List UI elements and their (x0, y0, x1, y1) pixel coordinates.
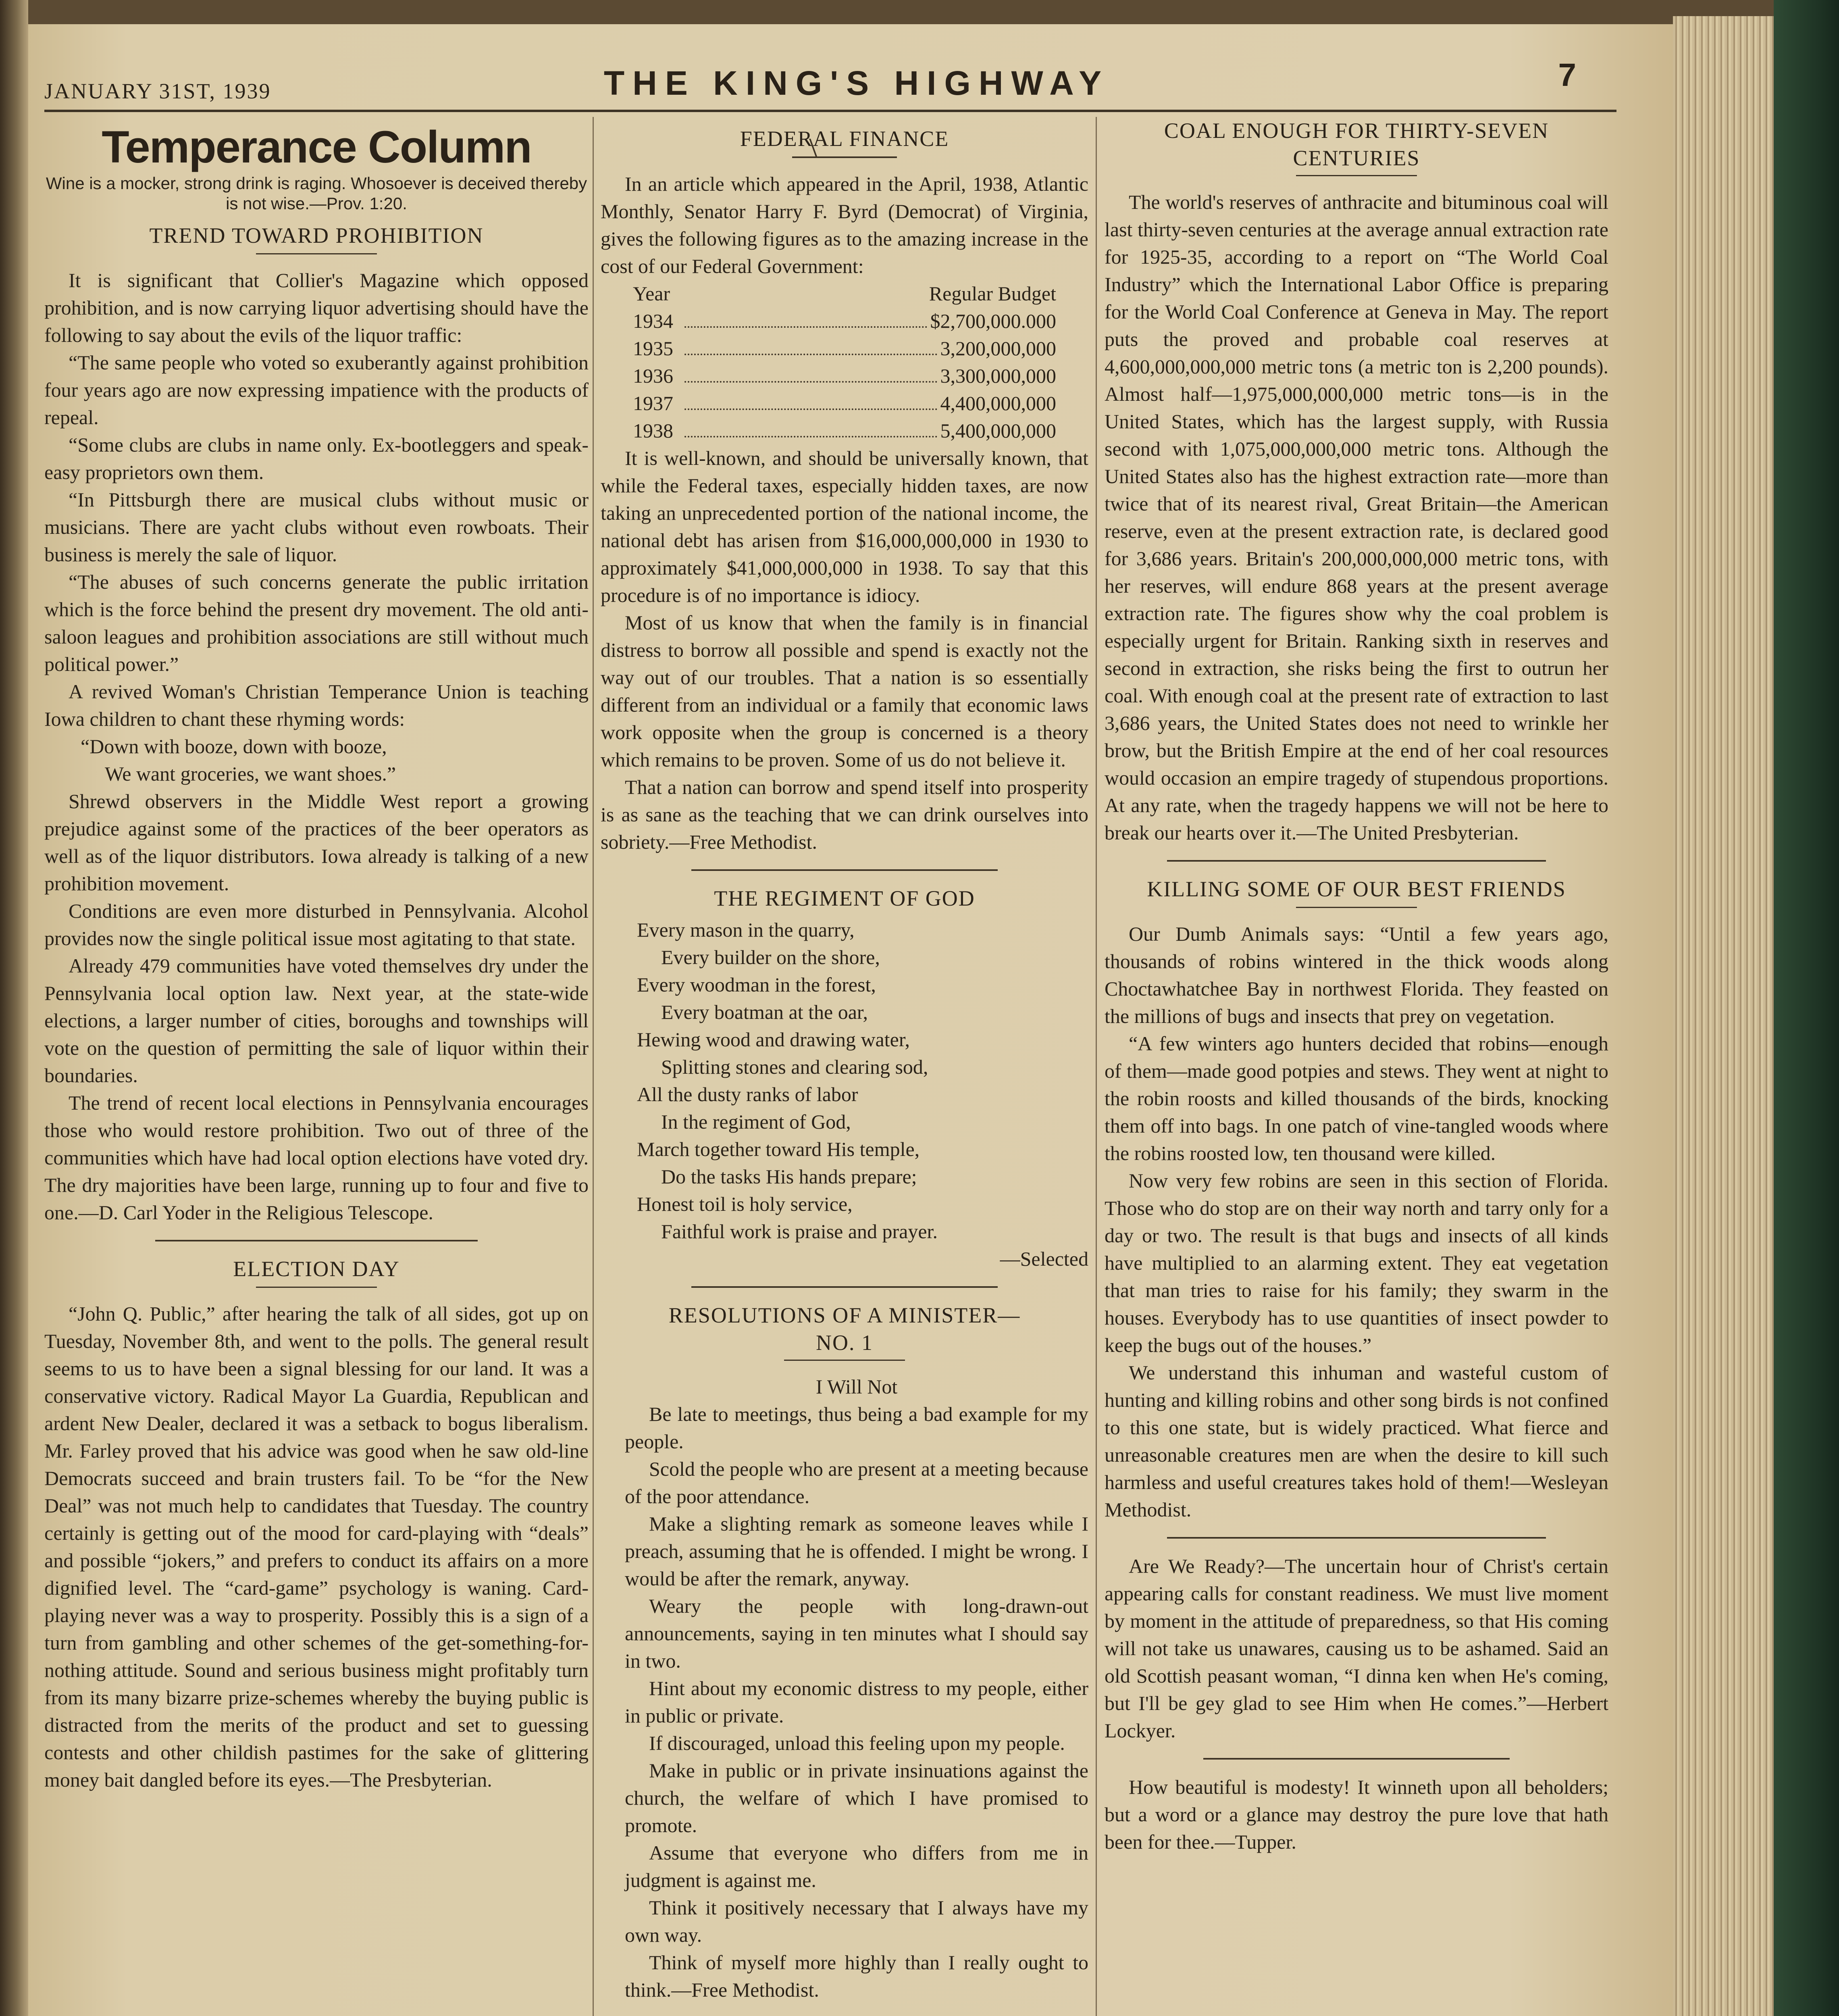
section-heading-line2: NO. 1 (816, 1331, 873, 1355)
poem-line: All the dusty ranks of labor (637, 1083, 858, 1106)
section-heading: ELECTION DAY (233, 1257, 400, 1281)
paragraph: A revived Woman's Christian Temperance Union is teaching Iowa children to chant these rhyming words: (44, 680, 589, 730)
book-cover (1774, 0, 1839, 2016)
resolution-item: Weary the people with long-drawn-out announcements, saying in ten minutes what I should say in two. (625, 1595, 1088, 1672)
paragraph: In an article which appeared in the April, 1938, Atlantic Monthly, Senator Harry F. Byrd (Democrat) of Virginia, gives the following figures as to the amazing increase in the cost of our Federal Government: (601, 173, 1088, 277)
article-separator (1167, 860, 1546, 862)
leader-dots (684, 326, 927, 328)
section-heading: COAL ENOUGH FOR THIRTY-SEVEN (1164, 119, 1549, 143)
poem-line: Do the tasks His hands prepare; (661, 1165, 917, 1188)
heading-rule (792, 156, 897, 158)
header-rule (44, 110, 1616, 112)
section-heading: THE REGIMENT OF GOD (714, 886, 975, 910)
column-divider (593, 117, 594, 2016)
verse-line: We want groceries, we want shoes.” (105, 762, 396, 785)
temperance-column-title: Temperance Column (102, 122, 531, 172)
issue-date: JANUARY 31ST, 1939 (44, 79, 271, 103)
budget-amount: $2,700,000.000 (930, 310, 1056, 332)
paragraph: “A few winters ago hunters decided that robins—enough of them—made good potpies and stews. They went at night to the robin roosts and killed thousands of the birds, knocking them off into bags. In one patch of vine-tangled woods where the robins roosted low, ten thousand were killed. (1105, 1032, 1608, 1164)
article-separator (1203, 1758, 1510, 1760)
heading-rule (1296, 175, 1417, 176)
heading-rule (256, 1287, 377, 1288)
budget-amount: 4,400,000,000 (940, 392, 1056, 414)
heading-rule (256, 253, 377, 254)
column-1 (44, 117, 589, 1793)
resolution-item: Make in public or in private insinuations against the church, the welfare of which I have promised to promote. (625, 1759, 1088, 1837)
leader-dots (684, 408, 937, 410)
paragraph: How beautiful is modesty! It winneth upon all beholders; but a word or a glance may destroy the pure love that hath been for thee.—Tupper. (1105, 1776, 1608, 1853)
masthead-title: THE KING'S HIGHWAY (603, 64, 1110, 102)
column-divider (1096, 117, 1097, 2016)
paragraph: Most of us know that when the family is in financial distress to borrow all possible and spend is exactly not the way out of our troubles. That a nation is so essentially different from an individual or a family that economic laws work opposite when the group is concerned is a theory which remains to be proven. Some of us do not believe it. (601, 611, 1088, 771)
poem-attribution: —Selected (1000, 1248, 1088, 1270)
leader-dots (684, 436, 937, 437)
section-heading-line2: CENTURIES (1293, 146, 1420, 170)
budget-table (633, 280, 1056, 444)
poem-line: Faithful work is praise and prayer. (661, 1220, 938, 1243)
leader-dots (684, 354, 937, 355)
resolution-item: Think it positively necessary that I always have my own way. (625, 1896, 1088, 1946)
paragraph: Are We Ready?—The uncertain hour of Christ's certain appearing calls for constant readiness. We must live moment by moment in the attitude of preparedness, so that His coming will not take us unawares, causing us to be ashamed. Said an old Scottish peasant woman, “I dinna ken when He's coming, but I'll be gey glad to see Him when He comes.”—Herbert Lockyer. (1105, 1555, 1608, 1742)
poem-line: Hewing wood and drawing water, (637, 1028, 910, 1051)
book-binding-left (0, 0, 28, 2016)
resolution-item: Hint about my economic distress to my people, either in public or private. (625, 1677, 1088, 1727)
paragraph: Already 479 communities have voted themselves dry under the Pennsylvania local option law. Next year, at the state-wide elections, a larger number of cities, boroughs and townships will vote on the question of permitting the sale of liquor within their boundaries. (44, 954, 589, 1087)
column-2 (601, 117, 1088, 2016)
resolution-item: Think of myself more highly than I really ought to think.—Free Methodist. (625, 1951, 1088, 2001)
paragraph: “In Pittsburgh there are musical clubs without music or musicians. There are yacht clubs without even rowboats. Their business is merely the sale of liquor. (44, 488, 589, 566)
article-separator (155, 1240, 478, 1241)
poem-line: Every mason in the quarry, (637, 918, 855, 941)
budget-row (633, 307, 1056, 335)
page-number: 7 (1558, 57, 1576, 93)
budget-table-header (633, 280, 1056, 307)
article-separator (691, 1286, 998, 1288)
heading-rule (784, 1360, 905, 1361)
budget-year: 1937 (633, 392, 673, 414)
article-separator (1167, 1537, 1546, 1539)
paragraph: “The abuses of such concerns generate the public irritation which is the force behind the present dry movement. The old anti-saloon leagues and prohibition associations are still without much political power.” (44, 571, 589, 675)
paragraph: Shrewd observers in the Middle West report a growing prejudice against some of the practices of the beer operators as well as of the liquor distributors. Iowa already is talking of a new prohibition movement. (44, 790, 589, 895)
budget-col-year: Year (633, 282, 670, 305)
paragraph: The world's reserves of anthracite and bituminous coal will last thirty-seven centuries at the average annual extraction rate for 1925-35, according to a report on “The World Coal Industry” which the International Labor Office is preparing for the World Coal Conference at Geneva in May. The report puts the proved and probable coal reserves at 4,600,000,000,000 metric tons (a metric ton is 2,200 pounds). Almost half—1,975,000,000,000 metric tons—is in the United States, which has the largest supply, with Russia second with 1,075,000,000,000 metric tons. Although the United States also has the highest extraction rate—more than twice that of its nearest rival, Great Britain—the American reserve, even at the present extraction rate, is declared good for 3,686 years. Britain's 200,000,000,000 metric tons, with her reserves, will endure 868 years at the present average extraction rate. The figures show why the coal problem is especially urgent for Britain. Ranking sixth in reserves and second in extraction, she risks being the first to outrun her coal. With enough coal at the present rate of extraction to last 3,686 years, the United States does not need to wrinkle her brow, but the British Empire at the end of her coal resources would occasion an empire tragedy of stupendous proportions. At any rate, when the tragedy happens we will not be here to break our hearts over it.—The United Presbyterian. (1105, 191, 1608, 844)
section-heading: KILLING SOME OF OUR BEST FRIENDS (1147, 877, 1566, 901)
budget-amount: 5,400,000,000 (940, 419, 1056, 442)
budget-row (633, 362, 1056, 389)
budget-year: 1934 (633, 310, 673, 332)
paragraph: “The same people who voted so exuberantly against prohibition four years ago are now expressing impatience with the products of repeal. (44, 351, 589, 429)
heading-rule (1296, 907, 1417, 908)
paragraph: It is well-known, and should be universally known, that while the Federal taxes, especially hidden taxes, are now taking an unprecedented portion of the national income, the national debt has arisen from $16,000,000,000 in 1930 to approximately $41,000,000,000 in 1938. To say that this procedure is of no importance is idiocy. (601, 447, 1088, 606)
section-heading: RESOLUTIONS OF A MINISTER— (668, 1303, 1021, 1327)
article-separator (691, 869, 998, 871)
budget-row (633, 417, 1056, 444)
resolution-item: Make a slighting remark as someone leaves while I preach, assuming that he is offended. I might be wrong. I would be after the remark, anyway. (625, 1512, 1088, 1590)
motto: Wine is a mocker, strong drink is raging. Whosoever is deceived thereby is not wise.—Prov. 1:20. (46, 174, 587, 213)
paragraph: That a nation can borrow and spend itself into prosperity is as sane as the teaching that we can drink ourselves into sobriety.—Free Methodist. (601, 776, 1088, 853)
poem-line: In the regiment of God, (661, 1110, 851, 1133)
poem-line: Every woodman in the forest, (637, 973, 876, 996)
budget-row (633, 335, 1056, 362)
paragraph: Conditions are even more disturbed in Pennsylvania. Alcohol provides now the single political issue most agitating to that state. (44, 900, 589, 950)
verse-line: “Down with booze, down with booze, (81, 735, 387, 758)
section-heading: FEDERAL FINANCE (740, 127, 949, 151)
paragraph: “Some clubs are clubs in name only. Ex-bootleggers and speak-easy proprietors own them. (44, 433, 589, 483)
budget-year: 1936 (633, 364, 673, 387)
resolution-item: If discouraged, unload this feeling upon my people. (649, 1732, 1065, 1754)
budget-year: 1938 (633, 419, 673, 442)
section-heading: TREND TOWARD PROHIBITION (149, 223, 484, 248)
leader-dots (684, 381, 937, 383)
page-edges (1673, 16, 1774, 2016)
poem-line: March together toward His temple, (637, 1138, 920, 1160)
budget-year: 1935 (633, 337, 673, 360)
budget-amount: 3,200,000,000 (940, 337, 1056, 360)
poem-line: Splitting stones and clearing sod, (661, 1056, 928, 1078)
budget-amount: 3,300,000,000 (940, 364, 1056, 387)
paragraph: “John Q. Public,” after hearing the talk of all sides, got up on Tuesday, November 8th, and went to the polls. The general result seems to us to have been a signal blessing for our land. It was a conservative victory. Radical Mayor La Guardia, Republican and ardent New Dealer, declared it was a setback to bogus liberalism. Mr. Farley proved that his advice was good when he saw old-line Democrats succeed and brain trusters fail. To be “for the New Deal” was not much help to candidates that Tuesday. The country certainly is getting out of the mood for card-playing with “deals” and possible “jokers,” and prefers to conduct its affairs on a more dignified level. The “card-game” psychology is waning. Card-playing never was a way to prosperity. Possibly this is a sign of a turn from gambling and other schemes of the get-something-for-nothing attitude. Sound and serious business might profitably turn from its many bizarre prize-schemes whereby the buying public is distracted from the merits of the product and set to guessing contests and other childish pastimes for the sake of glittering money bait dangled before its eyes.—The Presbyterian. (44, 1302, 589, 1791)
poem-line: Every builder on the shore, (661, 946, 880, 968)
budget-col-amount: Regular Budget (929, 282, 1056, 305)
paragraph: We understand this inhuman and wasteful custom of hunting and killing robins and other song birds is not confined to this one state, but is widely practiced. What fierce and unreasonable creatures men are when the desire to kill such harmless and useful creatures takes hold of them!—Wesleyan Methodist. (1105, 1361, 1608, 1521)
resolution-item: Be late to meetings, thus being a bad example for my people. (625, 1403, 1088, 1453)
resolution-item: Assume that everyone who differs from me in judgment is against me. (625, 1841, 1088, 1891)
budget-row (633, 389, 1056, 417)
paragraph: It is significant that Collier's Magazine which opposed prohibition, and is now carrying liquor advertising should have the following to say about the evils of the liquor traffic: (44, 269, 589, 346)
column-3 (1105, 117, 1608, 1856)
paragraph: The trend of recent local elections in Pennsylvania encourages those who would restore prohibition. Two out of three of the communities which have had local option elections have voted dry. The dry majorities have been large, running up to four and five to one.—D. Carl Yoder in the Religious Telescope. (44, 1091, 589, 1224)
resolution-item: Scold the people who are present at a meeting because of the poor attendance. (625, 1458, 1088, 1508)
poem-line: Honest toil is holy service, (637, 1193, 853, 1215)
paragraph: Our Dumb Animals says: “Until a few years ago, thousands of robins wintered in the thick woods along Choctawhatchee Bay in northwest Florida. They feasted on the millions of bugs and insects that prey on vegetation. (1105, 923, 1608, 1027)
paragraph: Now very few robins are seen in this section of Florida. Those who do stop are on their way north and tarry only for a day or two. The result is that bugs and insects of all kinds have multiplied to an alarming extent. They eat vegetation that man tries to raise for his family; they swarm in the houses. Everybody has to use quantities of insect powder to keep the bugs out of the houses.” (1105, 1169, 1608, 1356)
subheading: I Will Not (815, 1375, 898, 1398)
poem-line: Every boatman at the oar, (661, 1001, 868, 1023)
